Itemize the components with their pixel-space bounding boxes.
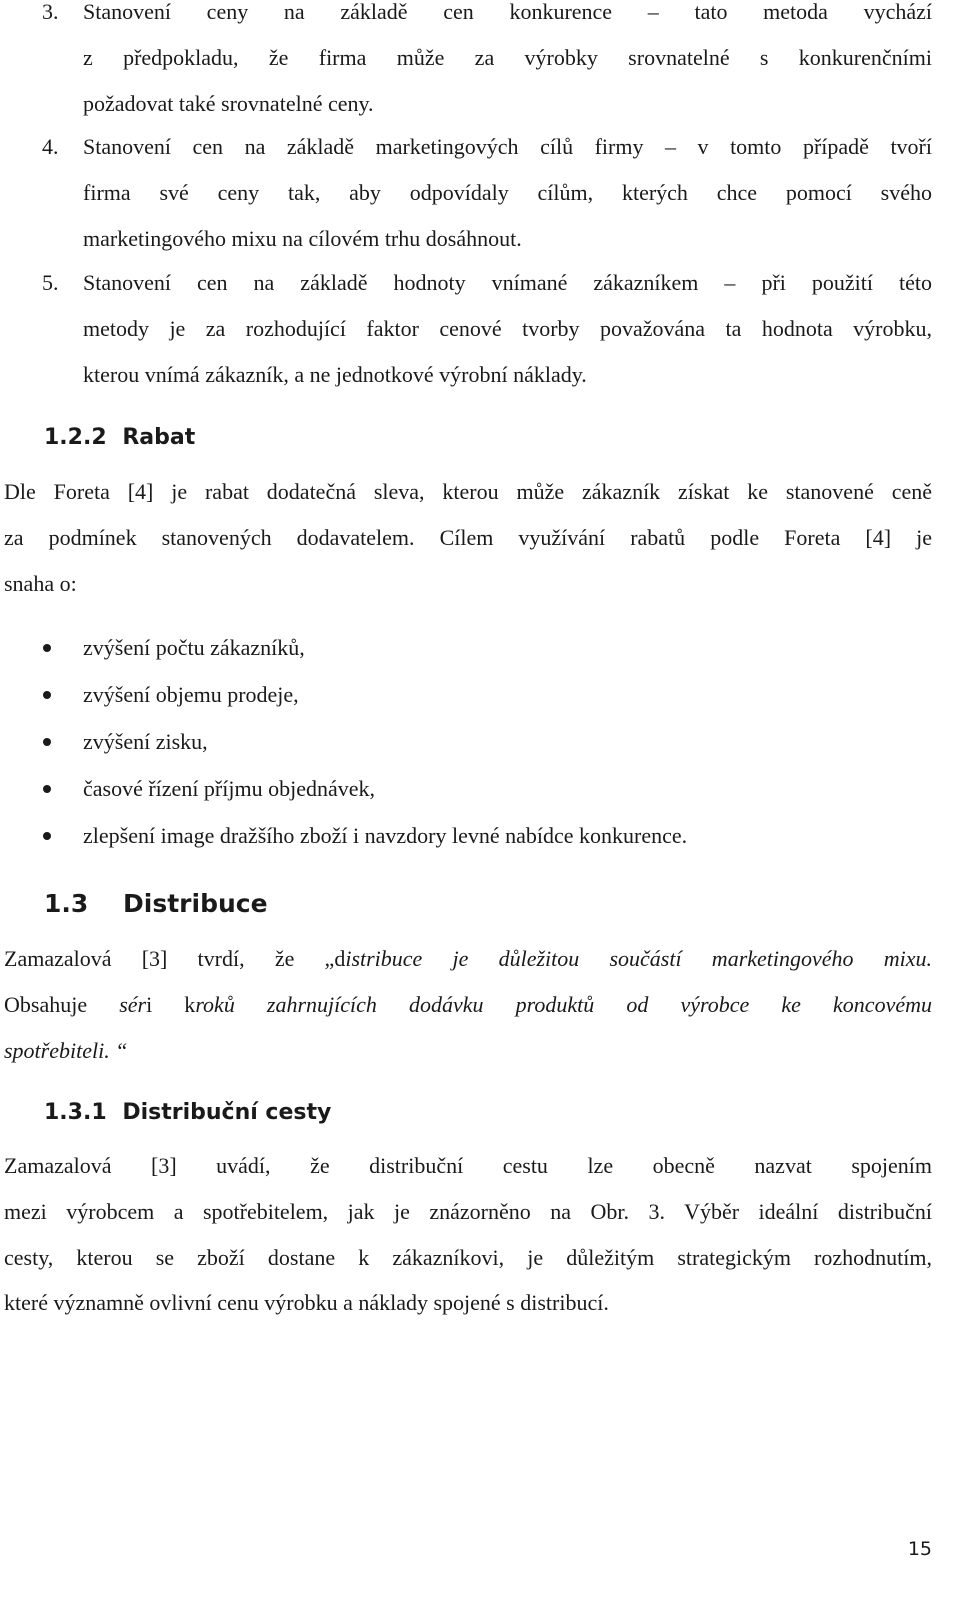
bullet-text: zlepšení image dražšího zboží i navzdory levné nabídce konkurence.	[83, 823, 688, 848]
text-line: Stanovení cen na základě hodnoty vnímané zákazníkem – při použití této	[83, 270, 932, 295]
text-line	[4, 982, 932, 1028]
text-line: firma své ceny tak, aby odpovídaly cílům, kterých chce pomocí svého	[83, 179, 932, 205]
text-line: z předpokladu, že firma může za výrobky srovnatelné s konkurenčními	[83, 44, 932, 70]
bullet-icon	[43, 644, 51, 652]
text-line: požadovat také srovnatelné ceny.	[83, 90, 374, 116]
bullet-text: zvýšení objemu prodeje,	[83, 682, 299, 707]
list-item	[0, 813, 960, 859]
list-item	[0, 625, 960, 671]
text-line	[4, 1028, 932, 1074]
section-heading-distribucni-cesty	[44, 1100, 331, 1125]
list-item-4	[83, 124, 932, 261]
bullet-text: zvýšení počtu zákazníků,	[83, 635, 305, 660]
text-line: které významně ovlivní cenu výrobku a náklady spojené s distribucí.	[4, 1290, 609, 1316]
section-heading-distribuce	[44, 889, 268, 918]
heading-number: 1.3	[44, 889, 89, 918]
bullet-text: časové řízení příjmu objednávek,	[83, 776, 376, 801]
text-plain: Zamazalová [3] tvrdí, že „d	[4, 946, 346, 971]
text-line: snaha o:	[4, 570, 77, 596]
text-italic: roků zahrnujících dodávku produktů od výrobce ke koncovému	[195, 991, 932, 1017]
list-number: 5.	[42, 270, 59, 295]
heading-number: 1.2.2	[44, 425, 107, 450]
list-item	[0, 766, 960, 812]
bullet-icon	[43, 832, 51, 840]
bullet-icon	[43, 738, 51, 746]
text-line: kterou vnímá zákazník, a ne jednotkové výrobní náklady.	[83, 361, 587, 387]
text-line: Zamazalová [3] uvádí, že distribuční cestu lze obecně nazvat spojením	[4, 1153, 932, 1178]
text-line: metody je za rozhodující faktor cenové tvorby považována ta hodnota výrobku,	[83, 315, 932, 341]
text-line: Stanovení ceny na základě cen konkurence – tato metoda vychází	[83, 0, 932, 24]
heading-number: 1.3.1	[44, 1100, 107, 1125]
text-italic: istribuce je důležitou součástí marketingového mixu.	[345, 946, 933, 971]
list-item	[0, 672, 960, 718]
list-item-3	[83, 0, 932, 126]
text-line: mezi výrobcem a spotřebitelem, jak je znázorněno na Obr. 3. Výběr ideální distribuční	[4, 1198, 932, 1224]
text-line: marketingového mixu na cílovém trhu dosáhnout.	[83, 225, 522, 251]
text-line: Stanovení cen na základě marketingových cílů firmy – v tomto případě tvoří	[83, 134, 932, 159]
list-number: 3.	[42, 0, 59, 24]
list-item	[0, 719, 960, 765]
text-line: za podmínek stanovených dodavatelem. Cílem využívání rabatů podle Foreta [4] je	[4, 524, 932, 550]
heading-title: Distribuční cesty	[122, 1100, 332, 1125]
closing-quote: “	[109, 1037, 128, 1063]
distribuce-paragraph	[4, 936, 932, 1073]
list-number: 4.	[42, 134, 59, 159]
text-plain: Obsahuje	[4, 991, 120, 1017]
text-italic: spotřebiteli.	[4, 1037, 110, 1063]
text-line: cesty, kterou se zboží dostane k zákazníkovi, je důležitým strategickým rozhodnutím,	[4, 1244, 932, 1270]
list-item-5	[83, 260, 932, 397]
section-heading-rabat	[44, 425, 195, 450]
heading-title: Distribuce	[123, 889, 268, 918]
rabat-paragraph	[4, 469, 932, 606]
heading-title: Rabat	[122, 425, 196, 450]
text-plain: i k	[146, 991, 196, 1017]
bullet-icon	[43, 785, 51, 793]
text-line	[4, 936, 932, 982]
text-line: Dle Foreta [4] je rabat dodatečná sleva, kterou může zákazník získat ke stanovené ceně	[4, 479, 932, 504]
text-italic: sér	[119, 991, 147, 1017]
distribucni-cesty-paragraph	[4, 1143, 932, 1326]
bullet-text: zvýšení zisku,	[83, 729, 208, 754]
bullet-icon	[43, 691, 51, 699]
page-number: 15	[907, 1538, 932, 1560]
